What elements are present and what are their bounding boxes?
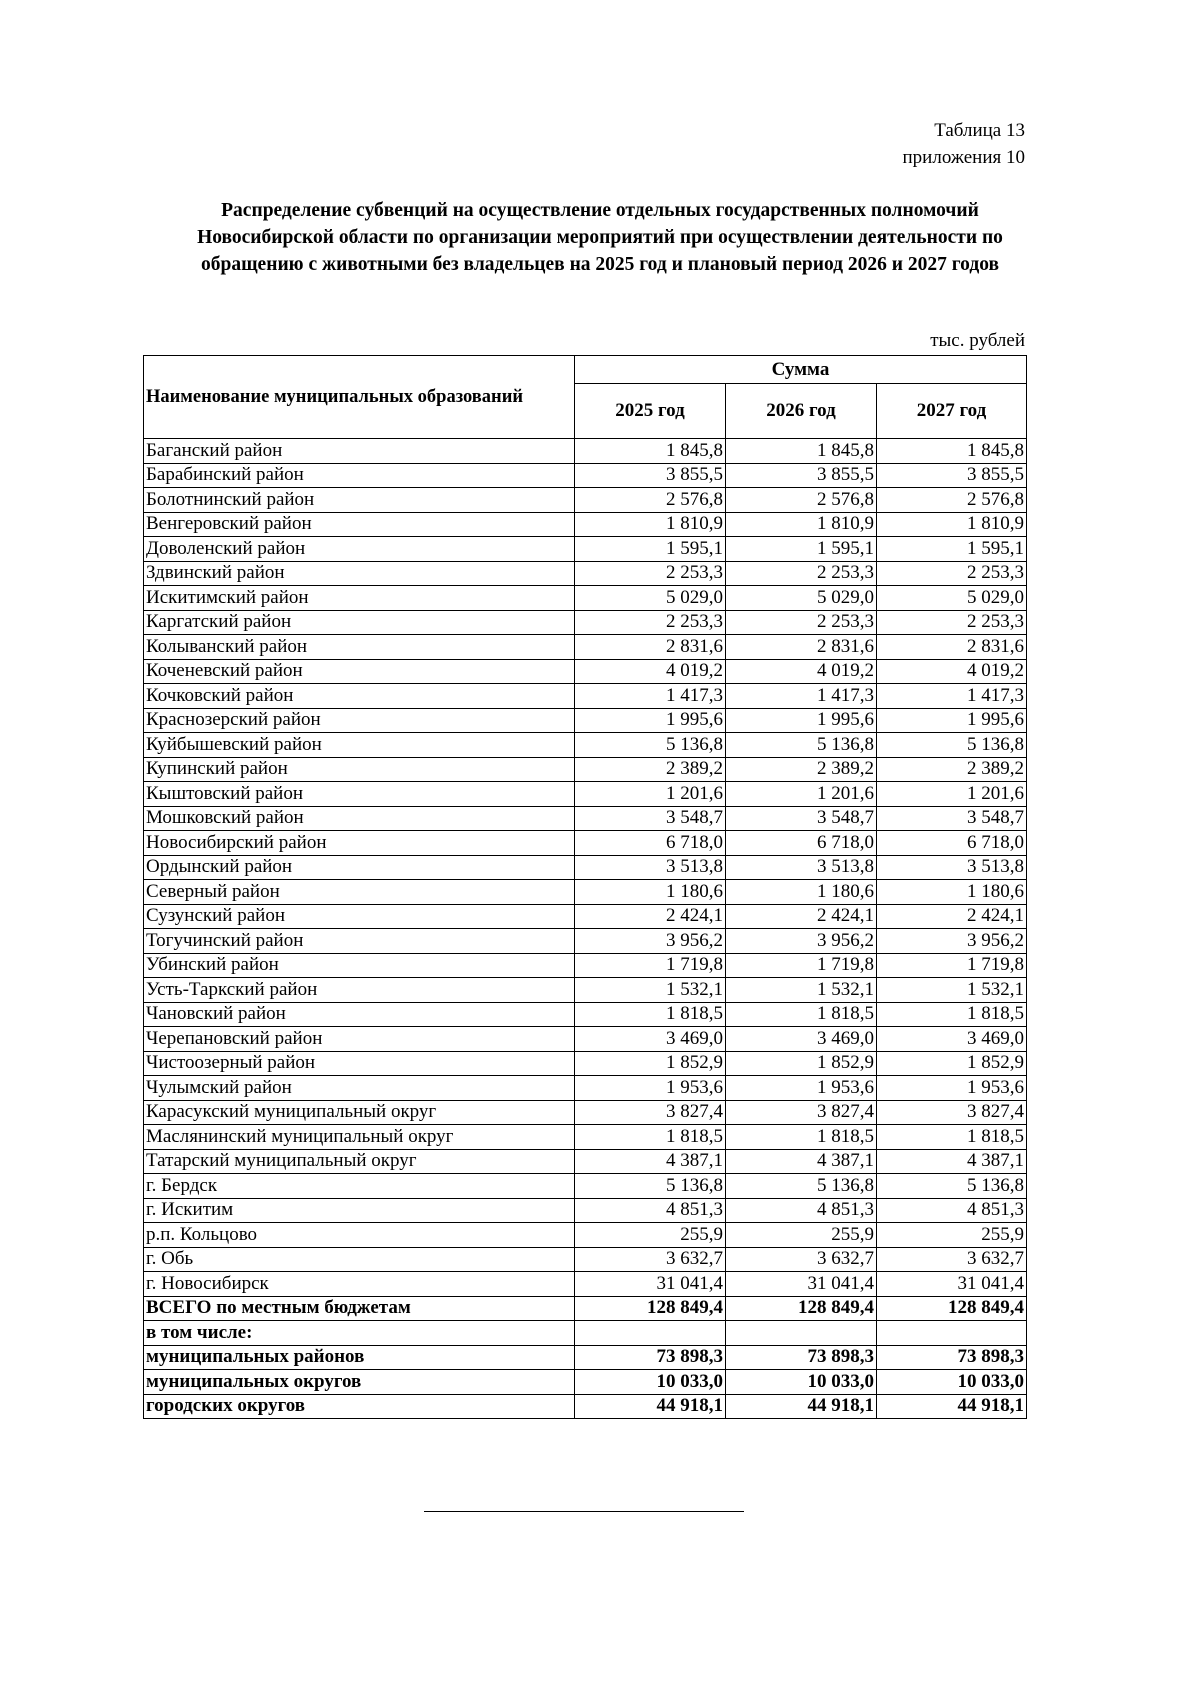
table-row bbox=[144, 610, 1027, 635]
value-2026-cell: 1 852,9 bbox=[726, 1051, 877, 1076]
value-2027-cell: 5 136,8 bbox=[877, 1174, 1027, 1199]
value-2026-cell: 1 180,6 bbox=[726, 880, 877, 905]
summary-row bbox=[144, 1345, 1027, 1370]
value-2027-cell: 1 719,8 bbox=[877, 953, 1027, 978]
municipality-name-cell: Карасукский муниципальный округ bbox=[144, 1100, 575, 1125]
value-2025-cell: 1 818,5 bbox=[575, 1002, 726, 1027]
value-2027-cell: 4 851,3 bbox=[877, 1198, 1027, 1223]
value-2027-cell: 1 810,9 bbox=[877, 512, 1027, 537]
value-2027-cell: 2 831,6 bbox=[877, 635, 1027, 660]
municipality-name-cell: Черепановский район bbox=[144, 1027, 575, 1052]
municipality-name-cell: Здвинский район bbox=[144, 561, 575, 586]
value-2027-cell: 6 718,0 bbox=[877, 831, 1027, 856]
municipality-name-cell: г. Обь bbox=[144, 1247, 575, 1272]
year-2026-header: 2026 год bbox=[726, 384, 877, 439]
value-2026-cell: 4 387,1 bbox=[726, 1149, 877, 1174]
value-2026-cell: 2 424,1 bbox=[726, 904, 877, 929]
municipality-name-cell: Сузунский район bbox=[144, 904, 575, 929]
table-row bbox=[144, 929, 1027, 954]
value-2026-cell: 1 719,8 bbox=[726, 953, 877, 978]
municipality-name-cell: Куйбышевский район bbox=[144, 733, 575, 758]
municipality-name-cell: Барабинский район bbox=[144, 463, 575, 488]
value-2027-cell: 3 513,8 bbox=[877, 855, 1027, 880]
value-2025-cell: 1 719,8 bbox=[575, 953, 726, 978]
value-2026-cell: 1 818,5 bbox=[726, 1002, 877, 1027]
name-column-header: Наименование муниципальных образований bbox=[144, 356, 575, 439]
year-2027-header: 2027 год bbox=[877, 384, 1027, 439]
municipality-name-cell: Ордынский район bbox=[144, 855, 575, 880]
value-2026-cell: 5 136,8 bbox=[726, 733, 877, 758]
value-2026-cell: 1 417,3 bbox=[726, 684, 877, 709]
municipality-name-cell: Северный район bbox=[144, 880, 575, 905]
table-row bbox=[144, 880, 1027, 905]
value-2025-cell: 128 849,4 bbox=[575, 1296, 726, 1321]
municipality-name-cell: муниципальных округов bbox=[144, 1370, 575, 1395]
value-2026-cell: 2 253,3 bbox=[726, 561, 877, 586]
value-2027-cell: 44 918,1 bbox=[877, 1394, 1027, 1419]
value-2025-cell: 31 041,4 bbox=[575, 1272, 726, 1297]
value-2025-cell: 2 424,1 bbox=[575, 904, 726, 929]
table-reference bbox=[903, 117, 1025, 171]
value-2025-cell: 3 548,7 bbox=[575, 806, 726, 831]
value-2027-cell: 1 953,6 bbox=[877, 1076, 1027, 1101]
value-2027-cell: 1 417,3 bbox=[877, 684, 1027, 709]
value-2027-cell: 1 845,8 bbox=[877, 439, 1027, 464]
value-2025-cell: 6 718,0 bbox=[575, 831, 726, 856]
value-2025-cell: 1 180,6 bbox=[575, 880, 726, 905]
municipality-name-cell: Колыванский район bbox=[144, 635, 575, 660]
value-2026-cell: 2 253,3 bbox=[726, 610, 877, 635]
value-2026-cell: 3 548,7 bbox=[726, 806, 877, 831]
value-2027-cell: 1 595,1 bbox=[877, 537, 1027, 562]
table-row bbox=[144, 782, 1027, 807]
value-2026-cell: 2 831,6 bbox=[726, 635, 877, 660]
value-2027-cell: 31 041,4 bbox=[877, 1272, 1027, 1297]
table-row bbox=[144, 1100, 1027, 1125]
value-2027-cell: 1 180,6 bbox=[877, 880, 1027, 905]
municipality-name-cell: Искитимский район bbox=[144, 586, 575, 611]
summary-row bbox=[144, 1296, 1027, 1321]
value-2026-cell: 1 845,8 bbox=[726, 439, 877, 464]
table-row bbox=[144, 733, 1027, 758]
value-2026-cell: 3 632,7 bbox=[726, 1247, 877, 1272]
value-2026-cell: 4 019,2 bbox=[726, 659, 877, 684]
municipality-name-cell: муниципальных районов bbox=[144, 1345, 575, 1370]
table-row bbox=[144, 904, 1027, 929]
municipality-name-cell: городских округов bbox=[144, 1394, 575, 1419]
table-row bbox=[144, 1223, 1027, 1248]
table-row bbox=[144, 855, 1027, 880]
value-2026-cell: 73 898,3 bbox=[726, 1345, 877, 1370]
table-row bbox=[144, 1002, 1027, 1027]
table-row bbox=[144, 978, 1027, 1003]
table-row bbox=[144, 806, 1027, 831]
value-2025-cell: 2 253,3 bbox=[575, 610, 726, 635]
value-2026-cell: 6 718,0 bbox=[726, 831, 877, 856]
municipality-name-cell: Кочковский район bbox=[144, 684, 575, 709]
value-2026-cell: 44 918,1 bbox=[726, 1394, 877, 1419]
value-2026-cell: 3 827,4 bbox=[726, 1100, 877, 1125]
value-2025-cell: 1 417,3 bbox=[575, 684, 726, 709]
year-2025-header: 2025 год bbox=[575, 384, 726, 439]
value-2027-cell bbox=[877, 1321, 1027, 1346]
value-2026-cell: 4 851,3 bbox=[726, 1198, 877, 1223]
value-2025-cell bbox=[575, 1321, 726, 1346]
table-row bbox=[144, 635, 1027, 660]
value-2027-cell: 3 469,0 bbox=[877, 1027, 1027, 1052]
value-2026-cell: 3 513,8 bbox=[726, 855, 877, 880]
value-2026-cell: 1 810,9 bbox=[726, 512, 877, 537]
value-2025-cell: 1 532,1 bbox=[575, 978, 726, 1003]
table-row bbox=[144, 953, 1027, 978]
municipality-name-cell: Маслянинский муниципальный округ bbox=[144, 1125, 575, 1150]
value-2025-cell: 1 953,6 bbox=[575, 1076, 726, 1101]
summary-row bbox=[144, 1394, 1027, 1419]
subvention-table bbox=[143, 355, 1027, 1419]
value-2027-cell: 1 532,1 bbox=[877, 978, 1027, 1003]
value-2025-cell: 2 389,2 bbox=[575, 757, 726, 782]
municipality-name-cell: Усть-Таркский район bbox=[144, 978, 575, 1003]
value-2027-cell: 1 818,5 bbox=[877, 1002, 1027, 1027]
table-row bbox=[144, 684, 1027, 709]
municipality-name-cell: Доволенский район bbox=[144, 537, 575, 562]
table-row bbox=[144, 512, 1027, 537]
municipality-name-cell: Чистоозерный район bbox=[144, 1051, 575, 1076]
municipality-name-cell: Новосибирский район bbox=[144, 831, 575, 856]
value-2027-cell: 1 818,5 bbox=[877, 1125, 1027, 1150]
value-2027-cell: 2 253,3 bbox=[877, 610, 1027, 635]
value-2026-cell: 1 995,6 bbox=[726, 708, 877, 733]
table-row bbox=[144, 1027, 1027, 1052]
value-2027-cell: 5 029,0 bbox=[877, 586, 1027, 611]
value-2026-cell: 1 595,1 bbox=[726, 537, 877, 562]
value-2027-cell: 3 548,7 bbox=[877, 806, 1027, 831]
value-2027-cell: 5 136,8 bbox=[877, 733, 1027, 758]
value-2027-cell: 2 389,2 bbox=[877, 757, 1027, 782]
value-2026-cell: 5 136,8 bbox=[726, 1174, 877, 1199]
value-2027-cell: 73 898,3 bbox=[877, 1345, 1027, 1370]
value-2025-cell: 1 845,8 bbox=[575, 439, 726, 464]
value-2025-cell: 1 810,9 bbox=[575, 512, 726, 537]
municipality-name-cell: г. Новосибирск bbox=[144, 1272, 575, 1297]
table-row bbox=[144, 1272, 1027, 1297]
municipality-name-cell: Болотнинский район bbox=[144, 488, 575, 513]
value-2025-cell: 5 136,8 bbox=[575, 733, 726, 758]
value-2026-cell: 2 389,2 bbox=[726, 757, 877, 782]
value-2027-cell: 2 253,3 bbox=[877, 561, 1027, 586]
value-2025-cell: 4 851,3 bbox=[575, 1198, 726, 1223]
value-2025-cell: 44 918,1 bbox=[575, 1394, 726, 1419]
table-row bbox=[144, 561, 1027, 586]
municipality-name-cell: Тогучинский район bbox=[144, 929, 575, 954]
value-2025-cell: 255,9 bbox=[575, 1223, 726, 1248]
title-line-1: Распределение субвенций на осуществление отдельных государственных полномочий bbox=[221, 200, 979, 221]
value-2027-cell: 128 849,4 bbox=[877, 1296, 1027, 1321]
table-body bbox=[144, 439, 1027, 1419]
municipality-name-cell: Купинский район bbox=[144, 757, 575, 782]
municipality-name-cell: Каргатский район bbox=[144, 610, 575, 635]
value-2027-cell: 3 632,7 bbox=[877, 1247, 1027, 1272]
municipality-name-cell: Мошковский район bbox=[144, 806, 575, 831]
value-2027-cell: 1 995,6 bbox=[877, 708, 1027, 733]
table-row bbox=[144, 439, 1027, 464]
value-2027-cell: 3 827,4 bbox=[877, 1100, 1027, 1125]
value-2027-cell: 3 855,5 bbox=[877, 463, 1027, 488]
value-2027-cell: 3 956,2 bbox=[877, 929, 1027, 954]
summary-row bbox=[144, 1321, 1027, 1346]
table-row bbox=[144, 708, 1027, 733]
municipality-name-cell: г. Бердск bbox=[144, 1174, 575, 1199]
table-row bbox=[144, 1247, 1027, 1272]
table-row bbox=[144, 463, 1027, 488]
table-row bbox=[144, 1149, 1027, 1174]
value-2025-cell: 2 576,8 bbox=[575, 488, 726, 513]
value-2027-cell: 2 576,8 bbox=[877, 488, 1027, 513]
value-2027-cell: 1 852,9 bbox=[877, 1051, 1027, 1076]
value-2025-cell: 3 513,8 bbox=[575, 855, 726, 880]
document-title bbox=[140, 197, 1060, 278]
value-2026-cell: 1 532,1 bbox=[726, 978, 877, 1003]
value-2025-cell: 10 033,0 bbox=[575, 1370, 726, 1395]
value-2027-cell: 1 201,6 bbox=[877, 782, 1027, 807]
value-2026-cell: 10 033,0 bbox=[726, 1370, 877, 1395]
value-2025-cell: 4 019,2 bbox=[575, 659, 726, 684]
municipality-name-cell: Коченевский район bbox=[144, 659, 575, 684]
value-2026-cell: 31 041,4 bbox=[726, 1272, 877, 1297]
value-2025-cell: 1 995,6 bbox=[575, 708, 726, 733]
value-2026-cell: 1 818,5 bbox=[726, 1125, 877, 1150]
value-2026-cell: 2 576,8 bbox=[726, 488, 877, 513]
title-line-3: обращению с животными без владельцев на 2025 год и плановый период 2026 и 2027 годов bbox=[201, 254, 999, 275]
units-label: тыс. рублей bbox=[930, 330, 1025, 351]
municipality-name-cell: Баганский район bbox=[144, 439, 575, 464]
value-2025-cell: 3 827,4 bbox=[575, 1100, 726, 1125]
municipality-name-cell: Чулымский район bbox=[144, 1076, 575, 1101]
table-row bbox=[144, 831, 1027, 856]
value-2026-cell: 5 029,0 bbox=[726, 586, 877, 611]
value-2025-cell: 1 201,6 bbox=[575, 782, 726, 807]
value-2025-cell: 2 831,6 bbox=[575, 635, 726, 660]
closing-rule bbox=[424, 1511, 744, 1512]
municipality-name-cell: г. Искитим bbox=[144, 1198, 575, 1223]
table-row bbox=[144, 1051, 1027, 1076]
municipality-name-cell: Чановский район bbox=[144, 1002, 575, 1027]
table-row bbox=[144, 1174, 1027, 1199]
value-2025-cell: 5 136,8 bbox=[575, 1174, 726, 1199]
value-2027-cell: 2 424,1 bbox=[877, 904, 1027, 929]
value-2026-cell: 1 953,6 bbox=[726, 1076, 877, 1101]
municipality-name-cell: Убинский район bbox=[144, 953, 575, 978]
value-2025-cell: 3 469,0 bbox=[575, 1027, 726, 1052]
table-row bbox=[144, 757, 1027, 782]
value-2025-cell: 3 632,7 bbox=[575, 1247, 726, 1272]
table-row bbox=[144, 1125, 1027, 1150]
municipality-name-cell: ВСЕГО по местным бюджетам bbox=[144, 1296, 575, 1321]
value-2025-cell: 2 253,3 bbox=[575, 561, 726, 586]
table-row bbox=[144, 537, 1027, 562]
value-2025-cell: 1 595,1 bbox=[575, 537, 726, 562]
municipality-name-cell: Венгеровский район bbox=[144, 512, 575, 537]
table-row bbox=[144, 1198, 1027, 1223]
appendix-number: приложения 10 bbox=[902, 147, 1025, 168]
municipality-name-cell: в том числе: bbox=[144, 1321, 575, 1346]
value-2027-cell: 10 033,0 bbox=[877, 1370, 1027, 1395]
value-2025-cell: 5 029,0 bbox=[575, 586, 726, 611]
title-line-2: Новосибирской области по организации мероприятий при осуществлении деятельности по bbox=[197, 227, 1003, 248]
value-2025-cell: 1 818,5 bbox=[575, 1125, 726, 1150]
value-2026-cell: 255,9 bbox=[726, 1223, 877, 1248]
value-2025-cell: 1 852,9 bbox=[575, 1051, 726, 1076]
value-2025-cell: 4 387,1 bbox=[575, 1149, 726, 1174]
table-row bbox=[144, 659, 1027, 684]
value-2027-cell: 4 387,1 bbox=[877, 1149, 1027, 1174]
value-2027-cell: 255,9 bbox=[877, 1223, 1027, 1248]
municipality-name-cell: Краснозерский район bbox=[144, 708, 575, 733]
sum-column-header: Сумма bbox=[575, 356, 1027, 384]
table-number: Таблица 13 bbox=[934, 120, 1025, 141]
table-row bbox=[144, 1076, 1027, 1101]
value-2026-cell: 128 849,4 bbox=[726, 1296, 877, 1321]
value-2025-cell: 3 855,5 bbox=[575, 463, 726, 488]
table-row bbox=[144, 488, 1027, 513]
municipality-name-cell: Татарский муниципальный округ bbox=[144, 1149, 575, 1174]
municipality-name-cell: Кыштовский район bbox=[144, 782, 575, 807]
value-2026-cell: 3 469,0 bbox=[726, 1027, 877, 1052]
value-2026-cell: 3 956,2 bbox=[726, 929, 877, 954]
summary-row bbox=[144, 1370, 1027, 1395]
table-row bbox=[144, 586, 1027, 611]
value-2026-cell bbox=[726, 1321, 877, 1346]
value-2026-cell: 1 201,6 bbox=[726, 782, 877, 807]
value-2026-cell: 3 855,5 bbox=[726, 463, 877, 488]
value-2025-cell: 3 956,2 bbox=[575, 929, 726, 954]
value-2027-cell: 4 019,2 bbox=[877, 659, 1027, 684]
municipality-name-cell: р.п. Кольцово bbox=[144, 1223, 575, 1248]
value-2025-cell: 73 898,3 bbox=[575, 1345, 726, 1370]
